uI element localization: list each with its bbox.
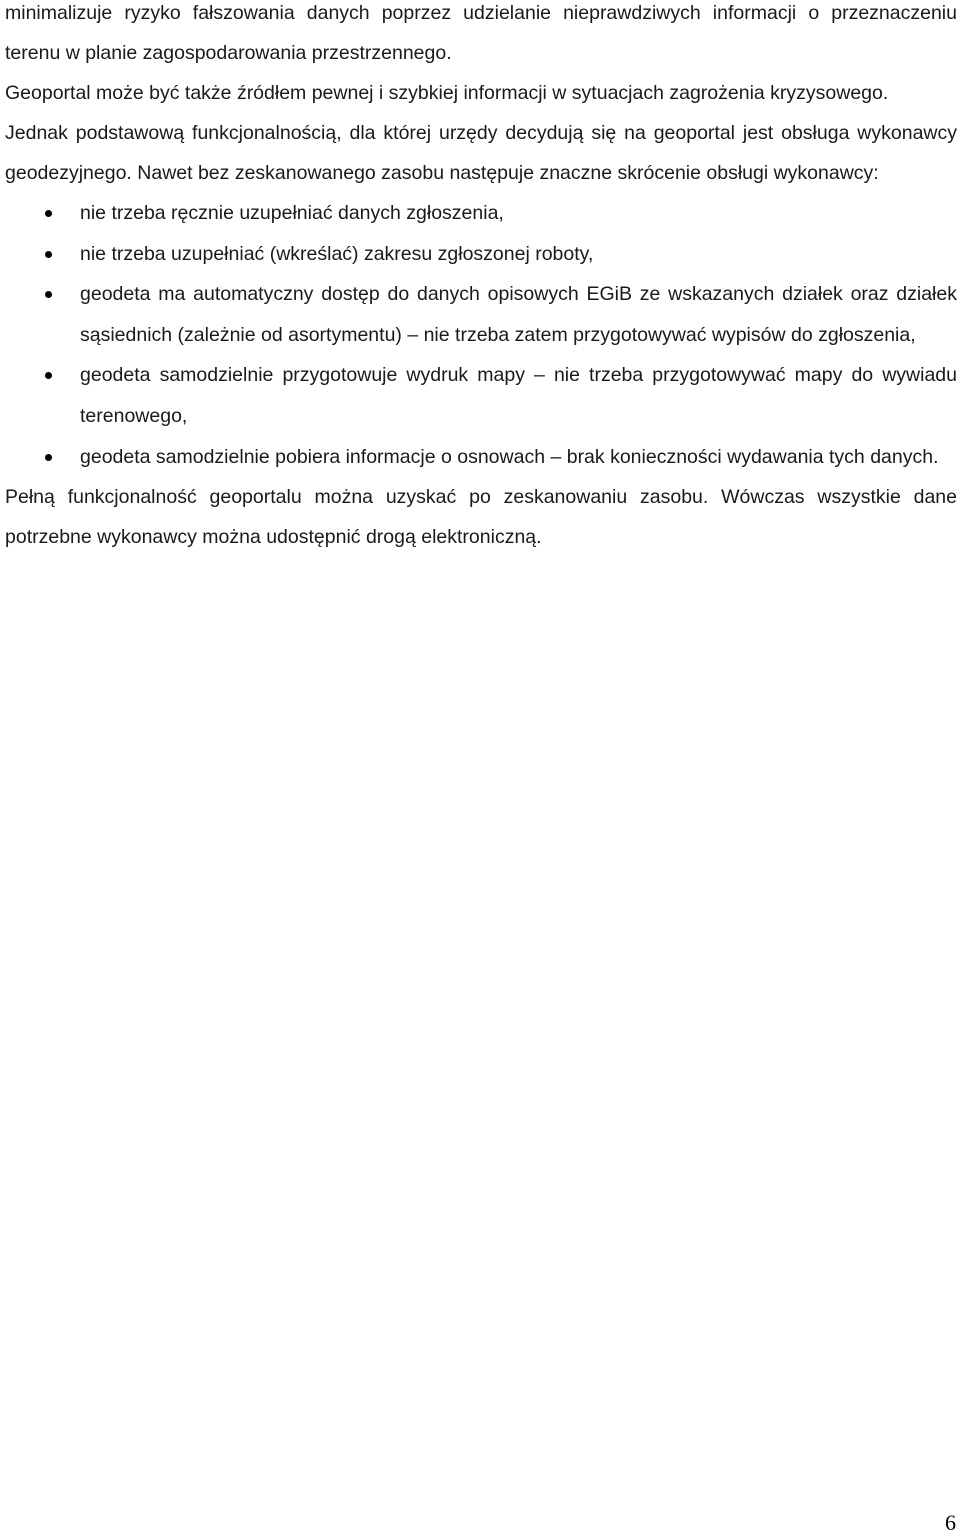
page-number: 6 [945, 1510, 956, 1535]
bullet-text: geodeta samodzielnie przygotowuje wydruk mapy – nie trzeba przygotowywać mapy do wywiadu terenowego, [80, 364, 957, 427]
bullet-text: geodeta samodzielnie pobiera informacje o osnowach – brak konieczności wydawania tych danych. [80, 445, 939, 468]
document-page [5, 0, 957, 557]
paragraph-core-functionality: Jednak podstawową funkcjonalnością, dla której urzędy decydują się na geoportal jest obsługa wykonawcy geodezyjnego. Nawet bez zeskanowanego zasobu następuje znaczne skrócenie obsługi wykonawcy: [5, 122, 957, 184]
bullet-item [5, 193, 957, 234]
bullet-icon [45, 454, 52, 461]
bullet-item [5, 355, 957, 436]
paragraph-full-functionality: Pełną funkcjonalność geoportalu można uzyskać po zeskanowaniu zasobu. Wówczas wszystkie dane potrzebne wykonawcy można udostępnić drogą elektroniczną. [5, 486, 957, 549]
bullet-item [5, 274, 957, 355]
paragraph-continued: minimalizuje ryzyko fałszowania danych poprzez udzielanie nieprawdziwych informacji o przeznaczeniu terenu w planie zagospodarowania przestrzennego. [5, 2, 957, 64]
bullet-text: nie trzeba uzupełniać (wkreślać) zakresu zgłoszonej roboty, [80, 242, 594, 265]
bullet-text: nie trzeba ręcznie uzupełniać danych zgłoszenia, [80, 202, 504, 224]
bullet-text: geodeta ma automatyczny dostęp do danych opisowych EGiB ze wskazanych działek oraz działek sąsiednich (zależnie od asortymentu) – nie trzeba zatem przygotowywać wypisów do zgłoszenia, [80, 283, 957, 346]
bullet-icon [45, 291, 52, 298]
bullet-icon [45, 372, 52, 379]
benefits-bullet-list [5, 193, 957, 477]
paragraph-geoportal-crisis: Geoportal może być także źródłem pewnej i szybkiej informacji w sytuacjach zagrożenia kryzysowego. [5, 82, 889, 104]
bullet-item [5, 234, 957, 275]
bullet-icon [45, 251, 52, 258]
bullet-item [5, 437, 957, 478]
bullet-icon [45, 210, 52, 217]
